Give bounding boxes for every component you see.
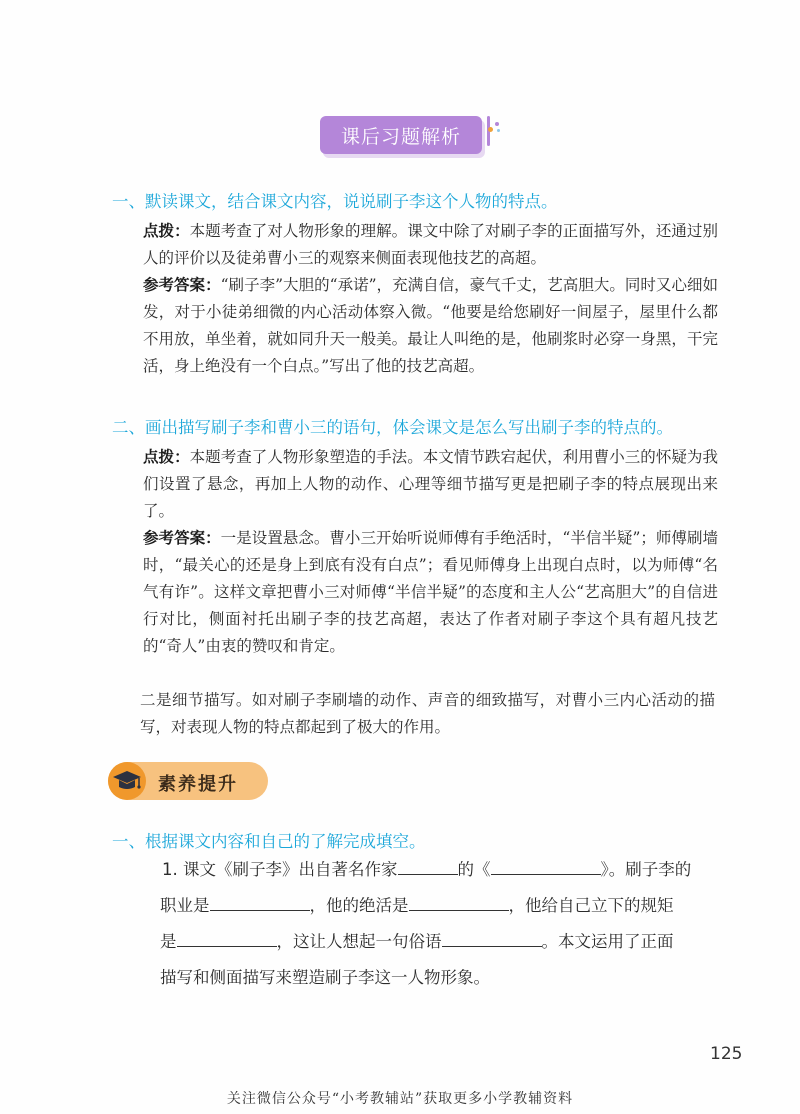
hint-text: 本题考查了人物形象塑造的手法。本文情节跌宕起伏，利用曹小三的怀疑为我们设置了悬念，再加上人物的动作、心理等细节描写更是把刷子李的特点展现出来了。: [143, 448, 718, 520]
question-2-heading: 二、画出描写刷子李和曹小三的语句，体会课文是怎么写出刷子李的特点的。: [112, 418, 673, 437]
graduation-cap-icon: [108, 762, 146, 800]
footer-note: 关注微信公众号“小考教辅站”获取更多小学教辅资料: [226, 1091, 574, 1107]
badge-circle: [108, 762, 146, 800]
literacy-badge: [108, 762, 268, 800]
exercise-heading: 一、根据课文内容和自己的了解完成填空。: [112, 832, 426, 851]
blank-author[interactable]: [398, 854, 458, 875]
section-title: 课后习题解析: [340, 125, 461, 148]
badge-label: 素养提升: [158, 774, 238, 795]
question-2-hint: [143, 444, 718, 525]
question-1-hint: [143, 218, 718, 272]
decorative-dots-icon: [488, 122, 504, 134]
blank-job[interactable]: [210, 890, 310, 911]
blank-saying[interactable]: [442, 926, 542, 947]
answer-label: 参考答案：: [143, 529, 221, 547]
hint-label: 点拨：: [143, 448, 190, 466]
page-number: 125: [710, 1044, 743, 1064]
question-2-answer: [143, 525, 718, 660]
answer-text: 一是设置悬念。曹小三开始听说师傅有手绝活时，“半信半疑”；师傅刷墙时，“最关心的还是身上到底有没有白点”；看见师傅身上出现白点时，以为师傅“名气有诈”。这样文章把曹小三对师傅“半信半疑”的态度和主人公“艺高胆大”的自信进行对比，侧面衬托出刷子李的技艺高超，表达了作者对刷子李这个具有超凡技艺的“奇人”由衷的赞叹和肯定。: [143, 529, 718, 655]
blank-book[interactable]: [491, 854, 601, 875]
answer-text: “刷子李”大胆的“承诺”，充满自信，豪气千丈，艺高胆大。同时又心细如发，对于小徒弟细微的内心活动体察入微。“他要是给您刷好一间屋子，屋里什么都不用放，单坐着，就如同升天一般美。最让人叫绝的是，他刷浆时必穿一身黑，干完活，身上绝没有一个白点。”写出了他的技艺高超。: [143, 276, 718, 375]
hint-label: 点拨：: [143, 222, 190, 240]
exercise-1: [162, 852, 722, 996]
section-title-tab: [320, 116, 482, 154]
exercise-line-3: 是 ，这让人想起一句俗语 。本文运用了正面: [160, 924, 722, 960]
blank-skill[interactable]: [409, 890, 509, 911]
exercise-line-4: 描写和侧面描写来塑造刷子李这一人物形象。: [160, 968, 490, 987]
answer-label: 参考答案：: [143, 276, 221, 294]
hint-text: 本题考查了对人物形象的理解。课文中除了对刷子李的正面描写外，还通过别人的评价以及徒弟曹小三的观察来侧面表现他技艺的高超。: [143, 222, 718, 267]
blank-rule[interactable]: [177, 926, 277, 947]
question-1-answer: [143, 272, 718, 380]
exercise-line-2: 职业是 ，他的绝活是 ，他给自己立下的规矩: [160, 888, 722, 924]
exercise-line-1: 1. 课文《刷子李》出自著名作家 的《 》。刷子李的: [162, 852, 722, 888]
question-2-extra: 二是细节描写。如对刷子李刷墙的动作、声音的细致描写，对曹小三内心活动的描写，对表现人物的特点都起到了极大的作用。: [140, 691, 715, 736]
question-1-heading: 一、默读课文，结合课文内容，说说刷子李这个人物的特点。: [112, 192, 558, 211]
